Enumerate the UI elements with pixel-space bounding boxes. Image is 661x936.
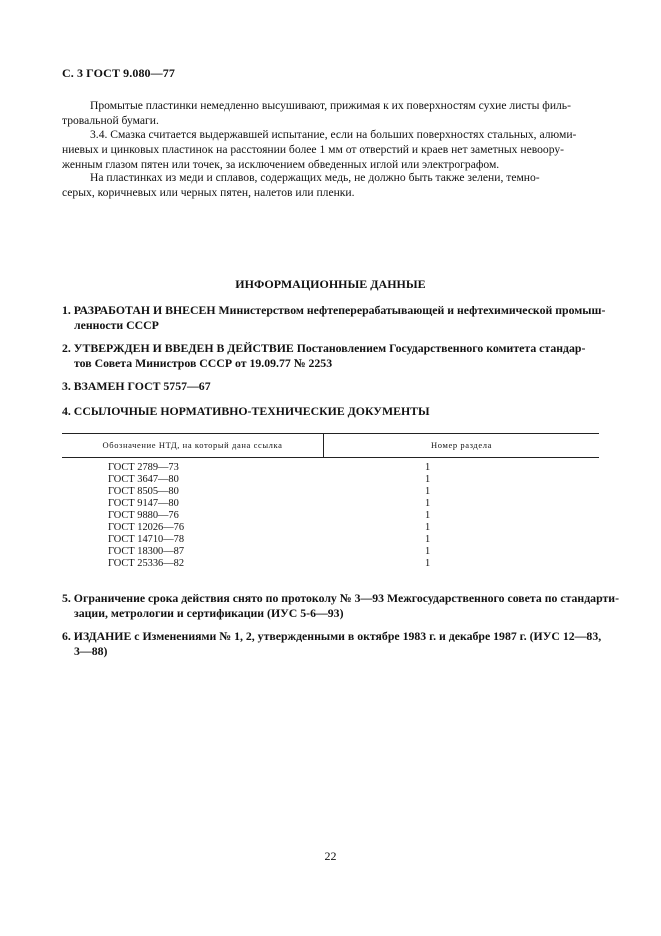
text-line: ленности СССР [74,318,159,332]
table-header-document: Обозначение НТД, на который дана ссылка [102,440,283,450]
table-cell-section: 1 [425,534,431,545]
table-row [62,558,599,570]
table-cell-document: ГОСТ 9147—80 [108,498,179,509]
text-line: 2. УТВЕРЖДЕН И ВВЕДЕН В ДЕЙСТВИЕ Постановлением Государственного комитета стандар- [62,341,586,355]
table-cell-document: ГОСТ 25336—82 [108,558,185,569]
table-cell-section: 1 [425,510,431,521]
table-cell-section: 1 [425,498,431,509]
table-cell-section: 1 [425,474,431,485]
text-line: серых, коричневых или черных пятен, налетов или пленки. [62,186,355,199]
table-row [62,486,599,498]
page-number: 22 [324,849,337,863]
text-line: зации, метрологии и сертификации (ИУС 5-6—93) [74,606,344,620]
paragraph-3-4 [62,127,599,172]
table-cell-document: ГОСТ 9880—76 [108,510,179,521]
table-row [62,462,599,474]
table-cell-document: ГОСТ 3647—80 [108,474,179,485]
table-cell-document: ГОСТ 2789—73 [108,462,179,473]
text-line: 3—88) [74,644,108,658]
text-line: 3.4. Смазка считается выдержавшей испытание, если на больших поверхностях стальных, алюми- [90,128,577,141]
table-cell-document: ГОСТ 18300—87 [108,546,185,557]
text-line: 5. Ограничение срока действия снято по протоколу № 3—93 Межгосударственного совета по стандарти- [62,591,619,605]
section-title: ИНФОРМАЦИОННЫЕ ДАННЫЕ [235,277,426,291]
table-rule [62,433,599,434]
table-cell-document: ГОСТ 8505—80 [108,486,179,497]
text-line: женным глазом пятен или точек, за исключением обведенных иглой или электрографом. [62,158,500,171]
table-header-section: Номер раздела [431,440,492,450]
table-cell-document: ГОСТ 12026—76 [108,522,185,533]
text-line: 6. ИЗДАНИЕ с Изменениями № 1, 2, утвержденными в октябре 1983 г. и декабре 1987 г. (ИУС 12—83, [62,629,602,643]
info-item-1 [62,303,606,333]
paragraph-drying [62,98,599,128]
info-item-3 [62,379,599,394]
table-cell-section: 1 [425,546,431,557]
text-line: 4. ССЫЛОЧНЫЕ НОРМАТИВНО-ТЕХНИЧЕСКИЕ ДОКУМЕНТЫ [62,404,430,418]
info-item-6 [62,629,602,659]
info-item-2 [62,341,599,371]
text-line: Промытые пластинки немедленно высушивают, прижимая к их поверхностям сухие листы филь- [90,99,571,112]
table-body [62,462,599,570]
table-row [62,474,599,486]
text-line: На пластинках из меди и сплавов, содержащих медь, не должно быть также зелени, темно- [90,171,540,184]
table-rule [62,457,599,458]
table-cell-section: 1 [425,558,431,569]
table-row [62,510,599,522]
text-line: тровальной бумаги. [62,114,159,127]
table-cell-section: 1 [425,486,431,497]
text-line: 1. РАЗРАБОТАН И ВНЕСЕН Министерством нефтеперерабатывающей и нефтехимической промыш- [62,303,606,317]
table-cell-section: 1 [425,462,431,473]
text-line: тов Совета Министров СССР от 19.09.77 № 2253 [74,356,333,370]
table-row [62,522,599,534]
text-line: ниевых и цинковых пластинок на расстоянии более 1 мм от отверстий и краев нет заметных невоору- [62,143,565,156]
page-header: С. 3 ГОСТ 9.080—77 [62,66,175,80]
table-cell-section: 1 [425,522,431,533]
table-row [62,546,599,558]
table-cell-document: ГОСТ 14710—78 [108,534,185,545]
table-row [62,498,599,510]
info-item-4 [62,404,599,419]
table-row [62,534,599,546]
info-item-5 [62,591,619,621]
text-line: 3. ВЗАМЕН ГОСТ 5757—67 [62,379,211,393]
paragraph-copper [62,170,599,200]
